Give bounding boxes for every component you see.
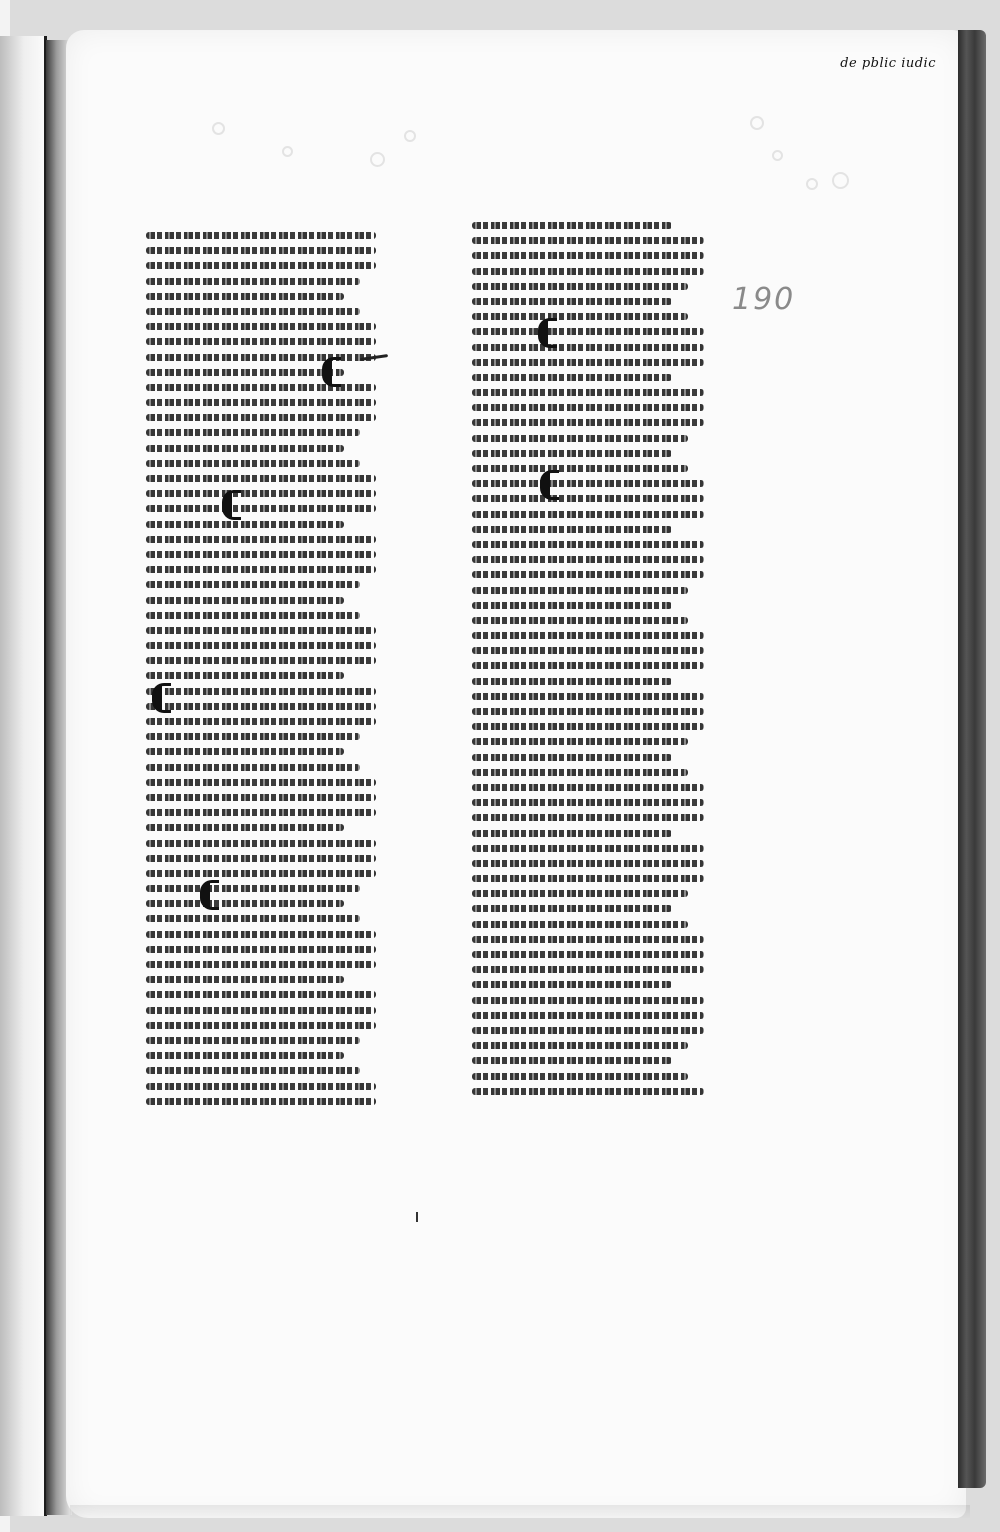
manuscript-text-line bbox=[472, 708, 704, 715]
manuscript-text-line bbox=[146, 779, 376, 786]
manuscript-text-line bbox=[146, 961, 376, 968]
paragraph-mark-icon bbox=[222, 490, 241, 520]
manuscript-text-line bbox=[472, 830, 672, 837]
manuscript-text-line bbox=[472, 693, 704, 700]
manuscript-text-line bbox=[472, 389, 704, 396]
manuscript-text-line bbox=[146, 748, 344, 755]
manuscript-text-line bbox=[472, 799, 704, 806]
manuscript-text-line bbox=[472, 1073, 688, 1080]
manuscript-text-line bbox=[146, 384, 376, 391]
manuscript-text-line bbox=[472, 966, 704, 973]
manuscript-text-line bbox=[472, 997, 704, 1004]
manuscript-text-line bbox=[472, 435, 688, 442]
manuscript-text-line bbox=[146, 232, 376, 239]
manuscript-text-line bbox=[472, 905, 672, 912]
water-stain bbox=[832, 172, 849, 189]
manuscript-text-line bbox=[472, 313, 688, 320]
manuscript-text-line bbox=[472, 328, 704, 335]
manuscript-text-line bbox=[146, 991, 376, 998]
manuscript-text-line bbox=[472, 495, 704, 502]
manuscript-text-line bbox=[472, 374, 672, 381]
manuscript-text-line bbox=[146, 1052, 344, 1059]
paragraph-mark-icon bbox=[322, 357, 341, 387]
manuscript-text-line bbox=[472, 602, 672, 609]
manuscript-text-line bbox=[146, 1022, 376, 1029]
manuscript-text-line bbox=[472, 769, 688, 776]
manuscript-text-line bbox=[146, 262, 376, 269]
manuscript-text-line bbox=[472, 981, 672, 988]
manuscript-text-line bbox=[146, 672, 344, 679]
manuscript-text-line bbox=[146, 566, 376, 573]
manuscript-text-line bbox=[472, 723, 704, 730]
paragraph-mark-icon bbox=[538, 318, 557, 348]
manuscript-text-line bbox=[146, 445, 344, 452]
water-stain bbox=[212, 122, 225, 135]
water-stain bbox=[772, 150, 783, 161]
manuscript-text-line bbox=[146, 247, 376, 254]
paragraph-mark-icon bbox=[200, 880, 219, 910]
manuscript-text-line bbox=[472, 1057, 672, 1064]
manuscript-text-line bbox=[146, 429, 360, 436]
water-stain bbox=[282, 146, 293, 157]
folio-number: 190 bbox=[732, 282, 796, 317]
manuscript-text-line bbox=[472, 298, 672, 305]
stray-ink-mark bbox=[416, 1212, 418, 1222]
manuscript-text-line bbox=[146, 293, 344, 300]
manuscript-text-line bbox=[146, 824, 344, 831]
manuscript-text-line bbox=[472, 541, 704, 548]
manuscript-text-line bbox=[472, 344, 704, 351]
manuscript-text-line bbox=[146, 900, 344, 907]
manuscript-text-line bbox=[472, 662, 704, 669]
manuscript-text-line bbox=[146, 1083, 376, 1090]
water-stain bbox=[806, 178, 818, 190]
paragraph-mark-icon bbox=[152, 683, 171, 713]
manuscript-text-line bbox=[146, 490, 376, 497]
manuscript-text-line bbox=[472, 587, 688, 594]
manuscript-text-line bbox=[472, 1042, 688, 1049]
manuscript-text-line bbox=[472, 784, 704, 791]
manuscript-text-line bbox=[146, 475, 376, 482]
manuscript-text-line bbox=[472, 404, 704, 411]
manuscript-text-line bbox=[146, 338, 376, 345]
manuscript-text-line bbox=[472, 268, 704, 275]
manuscript-text-line bbox=[146, 764, 360, 771]
water-stain bbox=[750, 116, 764, 130]
water-stain bbox=[404, 130, 416, 142]
manuscript-text-line bbox=[472, 480, 704, 487]
manuscript-text-line bbox=[146, 627, 376, 634]
manuscript-text-line bbox=[472, 222, 672, 229]
manuscript-text-line bbox=[146, 703, 376, 710]
manuscript-text-line bbox=[472, 1088, 704, 1095]
manuscript-text-line bbox=[472, 556, 704, 563]
running-head: de pblic iudic bbox=[840, 56, 936, 71]
manuscript-text-line bbox=[472, 359, 704, 366]
manuscript-text-line bbox=[472, 814, 704, 821]
page-fore-edge bbox=[958, 30, 986, 1488]
manuscript-text-line bbox=[146, 1007, 376, 1014]
manuscript-text-line bbox=[146, 718, 376, 725]
right-text-column bbox=[472, 222, 704, 1103]
manuscript-text-line bbox=[472, 465, 688, 472]
manuscript-text-line bbox=[472, 526, 672, 533]
manuscript-text-line bbox=[146, 460, 360, 467]
manuscript-text-line bbox=[146, 369, 344, 376]
manuscript-text-line bbox=[146, 278, 360, 285]
manuscript-text-line bbox=[472, 936, 704, 943]
manuscript-text-line bbox=[472, 571, 704, 578]
manuscript-text-line bbox=[146, 976, 344, 983]
manuscript-text-line bbox=[146, 946, 376, 953]
manuscript-text-line bbox=[146, 399, 376, 406]
manuscript-text-line bbox=[472, 511, 704, 518]
manuscript-text-line bbox=[472, 754, 672, 761]
manuscript-text-line bbox=[146, 657, 376, 664]
manuscript-text-line bbox=[146, 505, 376, 512]
manuscript-text-line bbox=[472, 860, 704, 867]
manuscript-text-line bbox=[146, 521, 344, 528]
manuscript-text-line bbox=[146, 915, 360, 922]
manuscript-text-line bbox=[146, 870, 376, 877]
manuscript-text-line bbox=[472, 450, 672, 457]
manuscript-text-line bbox=[146, 581, 360, 588]
manuscript-text-line bbox=[472, 890, 688, 897]
manuscript-text-line bbox=[472, 1012, 704, 1019]
manuscript-text-line bbox=[472, 921, 688, 928]
manuscript-text-line bbox=[472, 237, 704, 244]
manuscript-text-line bbox=[472, 951, 704, 958]
manuscript-text-line bbox=[146, 323, 376, 330]
left-text-column bbox=[146, 232, 376, 1113]
manuscript-text-line bbox=[146, 642, 376, 649]
manuscript-text-line bbox=[146, 1067, 360, 1074]
manuscript-text-line bbox=[146, 597, 344, 604]
manuscript-text-line bbox=[146, 885, 360, 892]
manuscript-text-line bbox=[472, 875, 704, 882]
manuscript-text-line bbox=[472, 617, 688, 624]
manuscript-text-line bbox=[146, 414, 376, 421]
manuscript-text-line bbox=[146, 551, 376, 558]
manuscript-text-line bbox=[146, 612, 360, 619]
manuscript-text-line bbox=[472, 647, 704, 654]
manuscript-text-line bbox=[472, 1027, 704, 1034]
manuscript-text-line bbox=[472, 845, 704, 852]
manuscript-text-line bbox=[146, 308, 360, 315]
manuscript-text-line bbox=[146, 733, 360, 740]
manuscript-text-line bbox=[146, 809, 376, 816]
manuscript-text-line bbox=[146, 688, 376, 695]
page-bottom-shadow bbox=[70, 1505, 970, 1519]
manuscript-text-line bbox=[472, 283, 688, 290]
manuscript-text-line bbox=[146, 1037, 360, 1044]
manuscript-text-line bbox=[472, 738, 688, 745]
manuscript-text-line bbox=[472, 632, 704, 639]
manuscript-text-line bbox=[472, 419, 704, 426]
manuscript-text-line bbox=[146, 536, 376, 543]
manuscript-text-line bbox=[146, 794, 376, 801]
manuscript-text-line bbox=[146, 855, 376, 862]
paragraph-mark-icon bbox=[540, 470, 559, 500]
manuscript-text-line bbox=[146, 354, 376, 361]
manuscript-text-line bbox=[146, 931, 376, 938]
manuscript-text-line bbox=[146, 1098, 376, 1105]
manuscript-text-line bbox=[146, 840, 376, 847]
facing-page-fragment bbox=[0, 36, 47, 1516]
manuscript-text-line bbox=[472, 678, 672, 685]
water-stain bbox=[370, 152, 385, 167]
manuscript-text-line bbox=[472, 252, 704, 259]
